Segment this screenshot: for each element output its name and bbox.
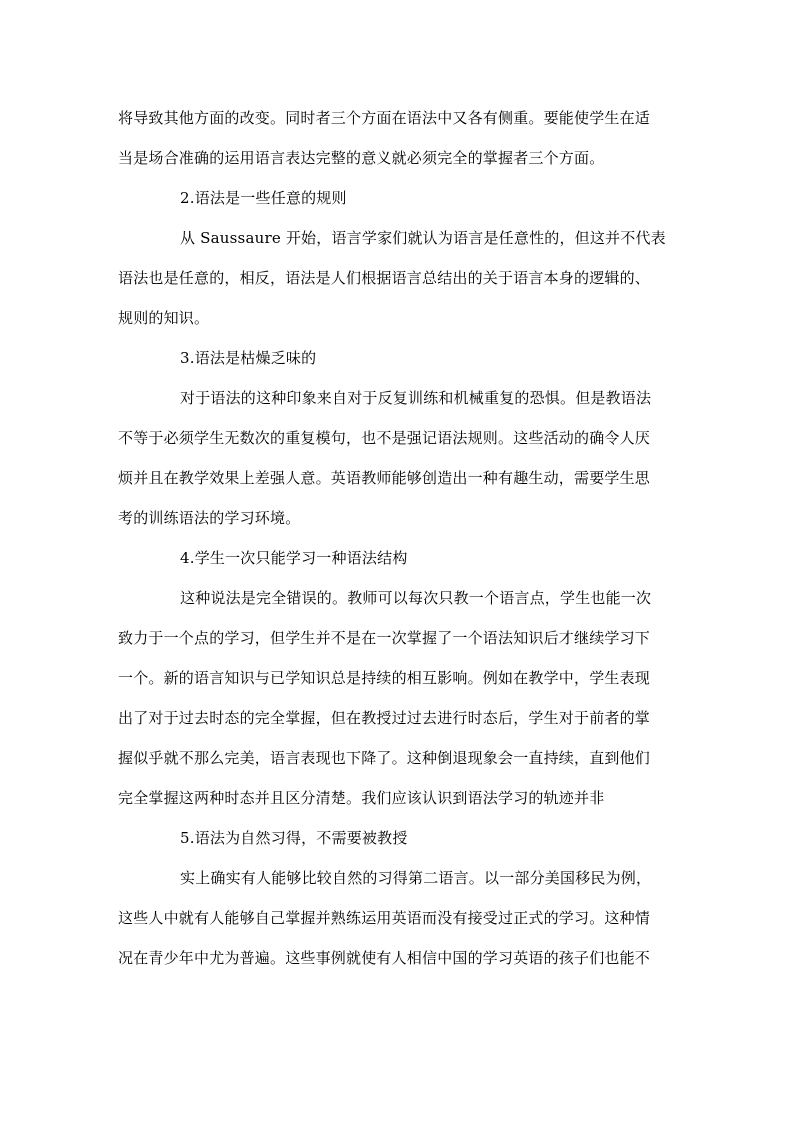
text-line: 当是场合准确的运用语言表达完整的意义就必须完全的掌握者三个方面。 <box>118 149 605 167</box>
text-line: 不等于必须学生无数次的重复模句，也不是强记语法规则。这些活动的确令人厌 <box>118 429 651 447</box>
paragraph-first-line: 对于语法的这种印象来自对于反复训练和机械重复的恐惧。但是教语法 <box>180 389 652 407</box>
text-line: 致力于一个点的学习，但学生并不是在一次掌握了一个语法知识后才继续学习下 <box>118 629 651 647</box>
document-body <box>118 98 680 978</box>
text-line: 一个。新的语言知识与已学知识总是持续的相互影响。例如在教学中，学生表现 <box>118 669 651 687</box>
section-heading: 5.语法为自然习得，不需要被教授 <box>180 829 408 847</box>
text-line: 考的训练语法的学习环境。 <box>118 509 301 527</box>
section-heading: 3.语法是枯燥乏味的 <box>180 349 317 367</box>
text-line: 烦并且在教学效果上差强人意。英语教师能够创造出一种有趣生动，需要学生思 <box>118 469 651 487</box>
text-line: 出了对于过去时态的完全掌握，但在教授过过去进行时态后，学生对于前者的掌 <box>118 709 651 727</box>
text-line: 完全掌握这两种时态并且区分清楚。我们应该认识到语法学习的轨迹并非 <box>118 789 605 807</box>
paragraph-first-line: 实上确实有人能够比较自然的习得第二语言。以一部分美国移民为例， <box>180 869 652 887</box>
paragraph-first-line: 从 Saussaure 开始，语言学家们就认为语言是任意性的，但这并不代表 <box>180 229 666 247</box>
text-line: 规则的知识。 <box>118 309 210 327</box>
text-line: 握似乎就不那么完美，语言表现也下降了。这种倒退现象会一直持续，直到他们 <box>118 749 651 767</box>
section-heading: 2.语法是一些任意的规则 <box>180 189 347 207</box>
text-line: 况在青少年中尤为普遍。这些事例就使有人相信中国的学习英语的孩子们也能不 <box>118 949 651 967</box>
text-line: 将导致其他方面的改变。同时者三个方面在语法中又各有侧重。要能使学生在适 <box>118 109 651 127</box>
text-line: 这些人中就有人能够自己掌握并熟练运用英语而没有接受过正式的学习。这种情 <box>118 909 651 927</box>
paragraph-first-line: 这种说法是完全错误的。教师可以每次只教一个语言点，学生也能一次 <box>180 589 652 607</box>
section-heading: 4.学生一次只能学习一种语法结构 <box>180 549 408 567</box>
text-line: 语法也是任意的，相反，语法是人们根据语言总结出的关于语言本身的逻辑的、 <box>118 269 651 287</box>
